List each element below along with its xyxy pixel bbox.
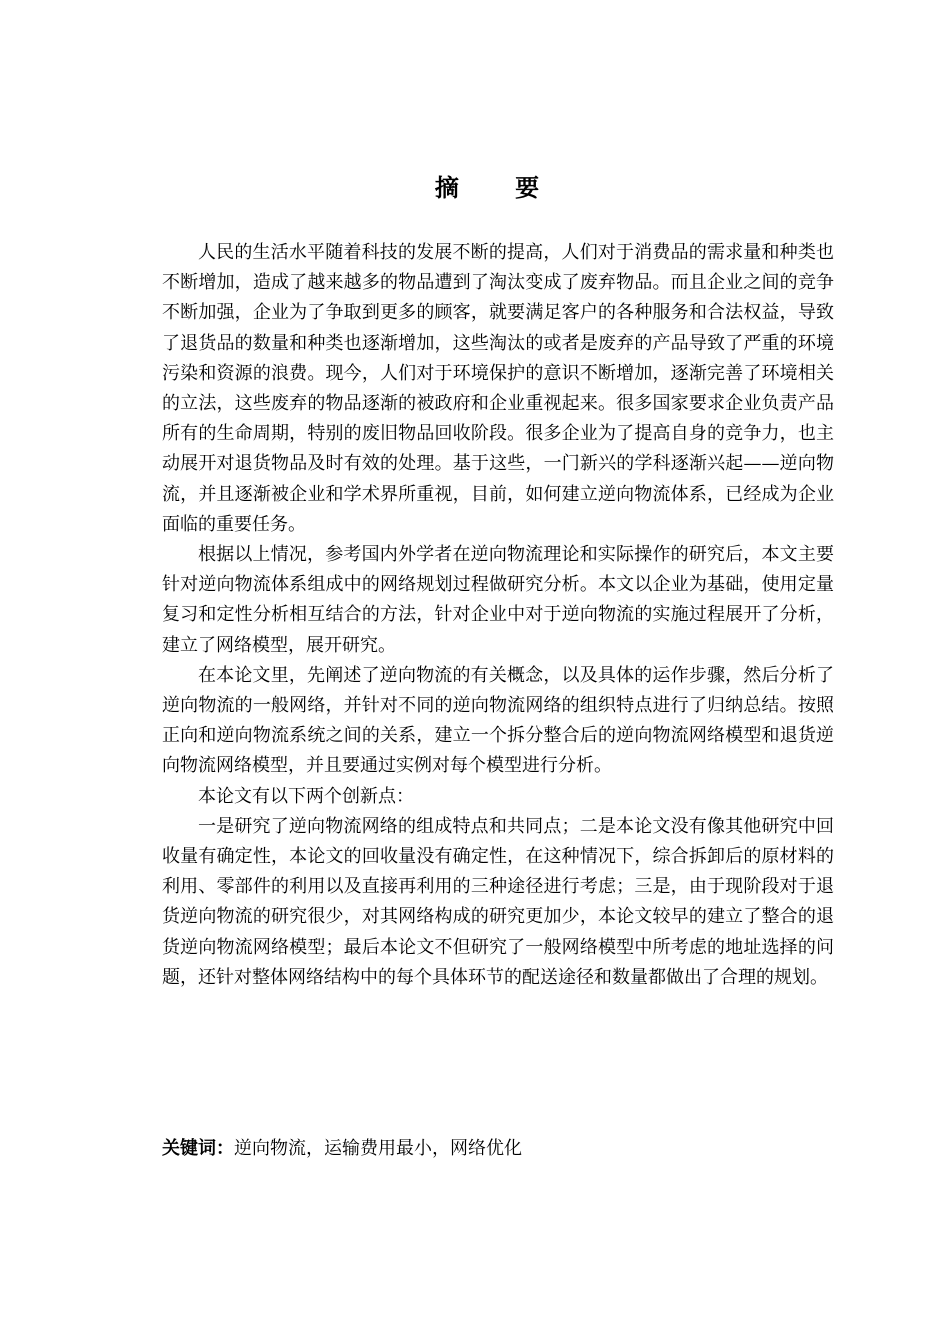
abstract-body (162, 238, 834, 993)
abstract-paragraph-5: 一是研究了逆向物流网络的组成特点和共同点；二是本论文没有像其他研究中回收量有确定性，本论文的回收量没有确定性，在这种情况下，综合拆卸后的原材料的利用、零部件的利用以及直接再利用的三种途径进行考虑；三是，由于现阶段对于退货逆向物流的研究很少，对其网络构成的研究更加少，本论文较早的建立了整合的退货逆向物流网络模型；最后本论文不但研究了一般网络模型中所考虑的地址选择的问题，还针对整体网络结构中的每个具体环节的配送途径和数量都做出了合理的规划。 (162, 815, 834, 988)
keywords-label: 关键词： (162, 1138, 234, 1159)
keywords-line (162, 1134, 842, 1164)
abstract-paragraph-4: 本论文有以下两个创新点： (198, 785, 414, 807)
keywords-value: 逆向物流，运输费用最小，网络优化 (234, 1138, 522, 1159)
page-title: 摘 要 (434, 173, 564, 202)
abstract-paragraph-1: 人民的生活水平随着科技的发展不断的提高，人们对于消费品的需求量和种类也不断增加，造成了越来越多的物品遭到了淘汰变成了废弃物品。而且企业之间的竞争不断加强，企业为了争取到更多的顾客，就要满足客户的各种服务和合法权益，导致了退货品的数量和种类也逐渐增加，这些淘汰的或者是废弃的产品导致了严重的环境污染和资源的浪费。现今，人们对于环境保护的意识不断增加，逐渐完善了环境相关的立法，这些废弃的物品逐渐的被政府和企业重视起来。很多国家要求企业负责产品所有的生命周期，特别的废旧物品回收阶段。很多企业为了提高自身的竞争力，也主动展开对退货物品及时有效的处理。基于这些，一门新兴的学科逐渐兴起——逆向物流，并且逐渐被企业和学术界所重视，目前，如何建立逆向物流体系，已经成为企业面临的重要任务。 (162, 242, 834, 535)
abstract-paragraph-3: 在本论文里，先阐述了逆向物流的有关概念，以及具体的运作步骤，然后分析了逆向物流的一般网络，并针对不同的逆向物流网络的组织特点进行了归纳总结。按照正向和逆向物流系统之间的关系，建立一个拆分整合后的逆向物流网络模型和退货逆向物流网络模型，并且要通过实例对每个模型进行分析。 (162, 664, 834, 777)
abstract-paragraph-2: 根据以上情况，参考国内外学者在逆向物流理论和实际操作的研究后，本文主要针对逆向物流体系组成中的网络规划过程做研究分析。本文以企业为基础，使用定量复习和定性分析相互结合的方法，针对企业中对于逆向物流的实施过程展开了分析，建立了网络模型，展开研究。 (162, 544, 834, 656)
